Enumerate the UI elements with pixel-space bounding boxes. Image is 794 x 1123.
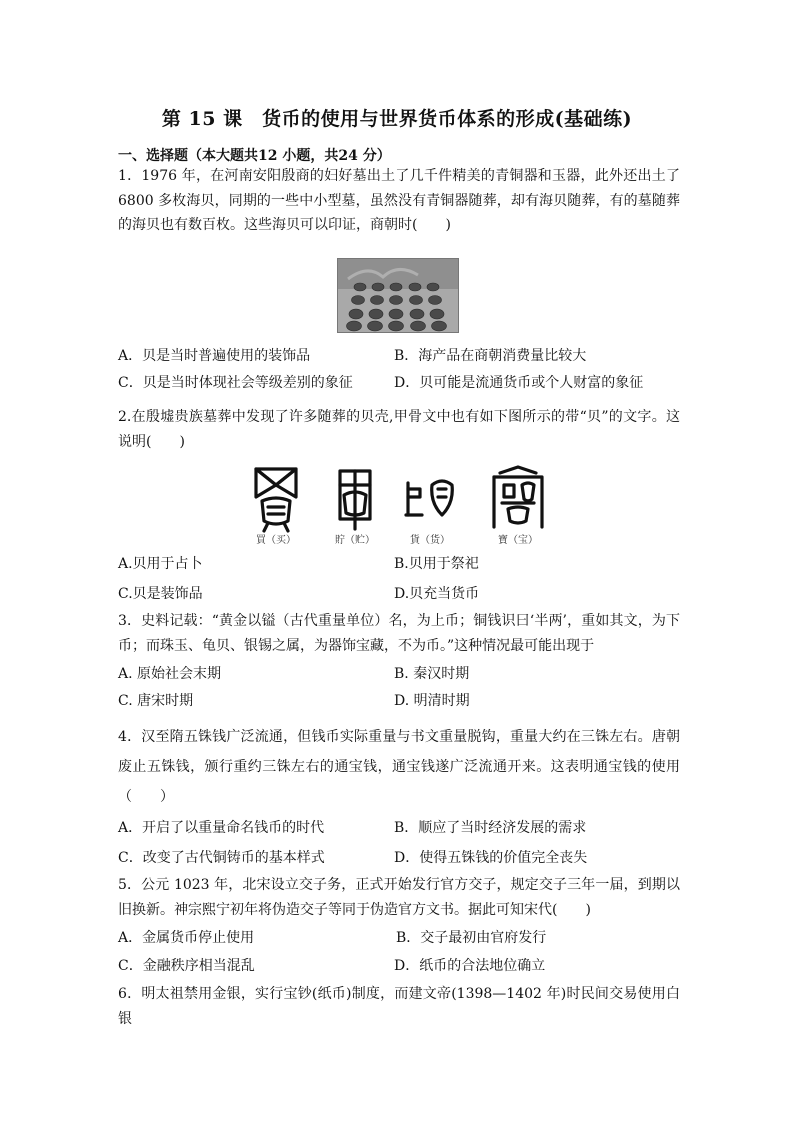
glyph-caption-zhu: 貯（贮） — [335, 535, 375, 546]
question-6-stem: 6．明太祖禁用金银，实行宝钞(纸币)制度，而建文帝(1398—1402 年)时民间交易使用白银 — [118, 986, 680, 1027]
question-1-option-b[interactable]: B．海产品在商朝消费量比较大 — [394, 348, 587, 364]
page-title: 第 15 课 货币的使用与世界货币体系的形成(基础练) — [161, 108, 633, 130]
question-4-option-b[interactable]: B．顺应了当时经济发展的需求 — [394, 820, 587, 836]
seashell-rows-image — [338, 259, 458, 332]
question-2-option-b[interactable]: B.贝用于祭祀 — [394, 556, 479, 572]
question-3-option-a[interactable]: A. 原始社会末期 — [118, 666, 222, 682]
question-1-option-d[interactable]: D．贝可能是流通货币或个人财富的象征 — [394, 375, 644, 391]
question-2-option-a[interactable]: A.贝用于占卜 — [118, 556, 203, 572]
question-4-stem: 4．汉至隋五铢钱广泛流通，但钱币实际重量与书文重量脱钩，重量大约在三铢左右。唐朝废止五铢钱，颁行重约三铢左右的通宝钱，通宝钱遂广泛流通开来。这表明通宝钱的使用（ ） — [118, 729, 680, 805]
question-2-option-c[interactable]: C.贝是装饰品 — [118, 586, 203, 602]
question-5-option-a[interactable]: A．金属货币停止使用 — [118, 930, 255, 946]
glyph-caption-bao: 寶（宝） — [498, 535, 538, 546]
question-2-option-d[interactable]: D.贝充当货币 — [394, 586, 480, 602]
question-3-option-d[interactable]: D. 明清时期 — [394, 693, 470, 709]
question-5-option-d[interactable]: D．纸币的合法地位确立 — [394, 958, 546, 974]
seashell-photo — [337, 258, 459, 333]
question-2-stem: 2.在殷墟贵族墓葬中发现了许多随葬的贝壳,甲骨文中也有如下图所示的带“贝”的文字。这说明( ) — [118, 409, 680, 450]
oracle-bone-glyphs-figure — [246, 463, 566, 549]
glyph-caption-mai: 買（买） — [256, 535, 296, 546]
question-3-stem: 3．史料记载：“黄金以镒（古代重量单位）名，为上币；铜钱识曰‘半两’，重如其文，为下币；而珠玉、龟贝、银锡之属，为器饰宝藏，不为币。”这种情况最可能出现于 — [118, 613, 680, 654]
question-1-option-a[interactable]: A．贝是当时普遍使用的装饰品 — [118, 348, 311, 364]
glyph-bao-icon — [494, 467, 542, 527]
question-4-option-c[interactable]: C．改变了古代铜铸币的基本样式 — [118, 850, 325, 866]
question-1-option-c[interactable]: C．贝是当时体现社会等级差别的象征 — [118, 375, 353, 391]
question-5-option-b[interactable]: B．交子最初由官府发行 — [396, 930, 547, 946]
section-heading: 一、选择题（本大题共12 小题，共24 分） — [118, 148, 391, 164]
glyph-mai-icon — [256, 469, 296, 531]
question-5-stem: 5．公元 1023 年，北宋设立交子务，正式开始发行官方交子，规定交子三年一届，到期以旧换新。神宗熙宁初年将伪造交子等同于伪造官方文书。据此可知宋代( ) — [118, 877, 680, 918]
question-3-option-b[interactable]: B. 秦汉时期 — [394, 666, 470, 682]
glyph-huo-icon — [406, 481, 452, 515]
question-4-option-a[interactable]: A．开启了以重量命名钱币的时代 — [118, 820, 325, 836]
glyph-caption-huo: 貨（货） — [410, 535, 450, 546]
question-4-option-d[interactable]: D．使得五铢钱的价值完全丧失 — [394, 850, 588, 866]
question-3-option-c[interactable]: C. 唐宋时期 — [118, 693, 194, 709]
question-1-stem: 1．1976 年，在河南安阳殷商的妇好墓出土了几千件精美的青铜器和玉器，此外还出土了 6800 多枚海贝，同期的一些中小型墓，虽然没有青铜器随葬，却有海贝随葬，有的墓随葬的海贝也有数百枚。这些海贝可以印证，商朝时( ) — [118, 168, 680, 233]
glyph-zhu-icon — [340, 471, 370, 529]
question-5-option-c[interactable]: C．金融秩序相当混乱 — [118, 958, 255, 974]
